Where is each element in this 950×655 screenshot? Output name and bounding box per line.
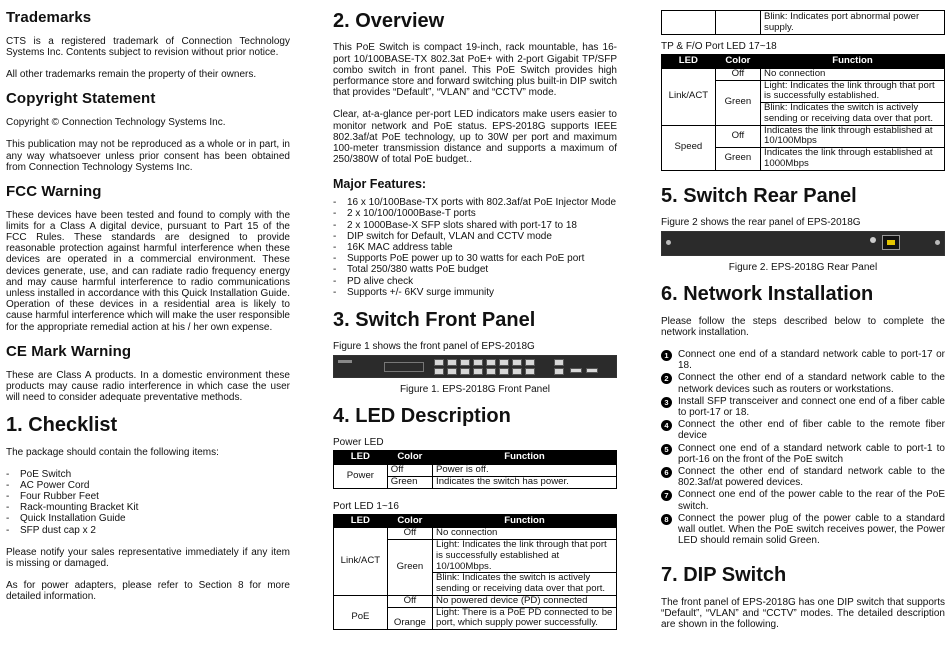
list-item [661,466,945,488]
function-cell: Power is off. [433,465,617,477]
function-cell: Blink: Indicates port abnormal power supply. [761,11,945,35]
network-installation-intro: Please follow the steps described below to complete the network installation. [661,315,945,338]
checklist-notify: Please notify your sales representative immediately if any item is missing or damaged. [6,546,290,570]
color-cell: Green [715,148,760,170]
function-cell: Light: There is a PoE PD connected to be port, which supply power successfully. [433,607,617,629]
copyright-text: Copyright © Connection Technology Systems Inc. [6,117,226,129]
list-item: - Supports +/- 6KV surge immunity [333,287,617,298]
color-cell: Green [387,476,432,488]
dip-switch-text: The front panel of EPS-2018G has one DIP switch that supports “Default”, “VLAN” and “CCTV” modes. The detailed description are shown in the following. [661,596,945,631]
color-cell: Off [387,465,432,477]
tp-fo-led-caption: TP & F/O Port LED 17~18 [661,41,777,52]
port-led-caption: Port LED 1~16 [333,500,399,512]
list-item: - 16K MAC address table [333,242,617,253]
sfp-slot-17 [570,368,582,373]
column-header-color: Color [715,55,760,69]
table-row [662,68,945,80]
poe-port [512,368,522,375]
list-item: - PoE Switch [6,469,290,480]
overview-text: This PoE Switch is compact 19-inch, rack mountable, has 16-port 10/100BASE-TX 802.3at PoE+ with 2-port Gigabit TP/SFP combo switch in front panel. This PoE Switch provides high performance store and forward switching plus built-in DIP switch that provides “Default”, “VLAN” and “CCTV” mode. [333,42,617,99]
rj45-port-18 [554,368,564,375]
copyright-text-2: This publication may not be reproduced as a whole or in part, in any way whatsoever unless prior consent has been obtained from Connection Technology Systems Inc. [6,139,290,173]
list-item: - Total 250/380 watts PoE budget [333,264,617,275]
column-header-led: LED [662,55,716,69]
checklist-heading: 1. Checklist [6,414,118,437]
column-right [661,0,945,641]
poe-port [460,359,470,366]
port-led-table-continued [661,10,945,35]
list-item: - Supports PoE power up to 30 watts for each PoE port [333,253,617,264]
list-item [661,513,945,547]
list-item [661,396,945,418]
list-item [661,349,945,371]
list-item [661,443,945,465]
front-panel-caption: Figure 1. EPS-2018G Front Panel [399,383,551,395]
function-cell: Indicates the link through established at 10/100Mbps [761,125,945,147]
ce-heading: CE Mark Warning [6,342,132,360]
poe-port [499,359,509,366]
list-item: - AC Power Cord [6,480,290,491]
color-cell: Orange [387,607,432,629]
step-text: Connect the power plug of the power cable to a standard wall outlet. When the PoE switch receives power, the Power LED should remain solid Green. [678,512,945,547]
power-led-caption: Power LED [333,437,384,449]
poe-port [473,368,483,375]
function-cell: Blink: Indicates the switch is actively sending or receiving data over that port. [761,103,945,125]
step-number-1-icon: 1 [661,350,672,361]
overview-heading: 2. Overview [333,10,445,32]
installation-steps [661,349,945,546]
list-item: - SFP dust cap x 2 [6,525,290,536]
list-item [661,372,945,394]
power-inlet-label [887,240,895,245]
fcc-heading: FCC Warning [6,182,102,200]
color-cell [715,11,760,35]
table-row [662,11,945,35]
rear-panel-heading: 5. Switch Rear Panel [661,184,857,207]
color-cell: Green [387,540,432,596]
step-text: Connect one end of a standard network cable to port-17 or 18. [678,349,945,372]
front-panel-heading: 3. Switch Front Panel [333,308,536,331]
led-name-cell: Speed [662,125,716,170]
rj45-port-17 [554,359,564,366]
overview-text-2: Clear, at-a-glance per-port LED indicators make users easier to monitor network and PoE status. EPS-2018G supports IEEE 802.3af/at PoE technology, up to 30W per port and maximum 100-meter transmission distance and supports a maximum of 250/380W of total PoE budget.. [333,109,617,166]
poe-port [512,359,522,366]
checklist-list [6,469,290,536]
poe-port [525,359,535,366]
copyright-heading: Copyright Statement [6,90,156,108]
list-item: - DIP switch for Default, VLAN and CCTV mode [333,231,617,242]
column-left [6,0,290,614]
poe-port [434,368,444,375]
list-item: - Four Rubber Feet [6,491,290,502]
column-header-color: Color [387,451,432,465]
step-number-8-icon: 8 [661,514,672,525]
trademarks-text-2: All other trademarks remain the property of their owners. [6,69,257,81]
color-cell: Off [387,595,432,607]
features-list [333,197,617,298]
front-panel-image [333,355,617,378]
column-header-color: Color [387,514,432,528]
table-row [662,125,945,147]
table-row [334,595,617,607]
rear-panel-caption: Figure 2. EPS-2018G Rear Panel [728,262,878,274]
color-cell: Green [715,80,760,125]
color-cell: Off [387,528,432,540]
poe-port [486,368,496,375]
fcc-text: These devices have been tested and found to comply with the limits for a Class A digital device, pursuant to Part 15 of the FCC Rules. These standards are designed to provide reasonable protection against harmful interference when these devices are operated in a commercial environment. These devices generate, use, and can radiate radio frequency energy and may cause harmful interference to radio communications unless installed in accordance with this Quick Installation Guide. Operation of these devices in a residential area is likely to cause harmful interference which will make the user responsible for the appropriate remedial action at his / her own expense. [6,209,290,333]
poe-port [434,359,444,366]
led-name-cell: Link/ACT [662,68,716,125]
color-cell: Off [715,68,760,80]
list-item: - Quick Installation Guide [6,513,290,524]
function-cell: Blink: Indicates the switch is actively sending or receiving data over that port. [433,573,617,595]
step-text: Connect the other end of fiber cable to the remote fiber device [678,419,945,442]
table-header-row [334,514,617,528]
column-middle [333,0,617,630]
function-cell: No connection [433,528,617,540]
ce-text: These are Class A products. In a domestic environment these products may cause radio interference in which case the user will need to consider adequate preventative methods. [6,369,290,403]
step-text: Connect the other end of standard network cable to the 802.3af/at powered devices. [678,465,945,489]
step-text: Connect one end of a standard network cable to port-1 to port-16 on the front of the PoE switch [678,442,945,465]
step-number-6-icon: 6 [661,467,672,478]
rear-panel-image [661,231,945,256]
list-item: - 2 x 1000Base-X SFP slots shared with port-17 to 18 [333,220,617,231]
poe-port [447,359,457,366]
sfp-slot-18 [586,368,598,373]
step-number-3-icon: 3 [661,397,672,408]
function-cell: Light: Indicates the link through that port is successfully established at 10/100Mbps. [433,540,617,573]
list-item [661,419,945,441]
mounting-hole-right [935,240,940,245]
table-header-row [334,451,617,465]
power-led-table [333,450,617,488]
poe-port [473,359,483,366]
function-cell: Indicates the link through established at 1000Mbps [761,148,945,170]
trademarks-heading: Trademarks [6,9,92,26]
led-indicator-panel [384,362,424,372]
step-text: Connect the other end of a standard network cable to the network devices such as routers or workstations. [678,372,945,395]
step-text: Install SFP transceiver and connect one end of a fiber cable to port-17 or 18. [678,395,945,418]
function-cell: Indicates the switch has power. [433,476,617,488]
column-header-led: LED [334,514,388,528]
front-panel-intro: Figure 1 shows the front panel of EPS-2018G [333,341,535,353]
list-item: - 16 x 10/100Base-TX ports with 802.3af/at PoE Injector Mode [333,197,617,208]
tp-fo-led-table [661,54,945,170]
function-cell: No connection [761,68,945,80]
list-item: - PD alive check [333,276,617,287]
table-row [334,528,617,540]
table-row [334,465,617,477]
column-header-function: Function [433,451,617,465]
poe-port [499,368,509,375]
list-item [661,489,945,511]
step-number-4-icon: 4 [661,420,672,431]
dip-switch-heading: 7. DIP Switch [661,564,787,587]
column-header-led: LED [334,451,388,465]
led-name-cell: Power [334,465,388,488]
led-name-cell: PoE [334,595,388,629]
function-cell: No powered device (PD) connected [433,595,617,607]
poe-port [525,368,535,375]
mounting-hole-left [666,240,671,245]
brand-logo-mark [338,360,352,363]
table-header-row [662,55,945,69]
column-header-function: Function [433,514,617,528]
column-header-function: Function [761,55,945,69]
power-inlet [882,235,900,250]
step-number-7-icon: 7 [661,490,672,501]
step-number-2-icon: 2 [661,373,672,384]
list-item: - 2 x 10/100/1000Base-T ports [333,208,617,219]
list-item: - Rack-mounting Bracket Kit [6,502,290,513]
port-led-table [333,514,617,630]
ground-screw-icon [870,237,876,243]
poe-port [447,368,457,375]
trademarks-text: CTS is a registered trademark of Connection Technology Systems Inc. Contents subject to revision without prior notice. [6,35,290,58]
rear-panel-intro: Figure 2 shows the rear panel of EPS-2018G [661,216,861,228]
checklist-adapters: As for power adapters, please refer to Section 8 for more detailed information. [6,580,290,603]
step-number-5-icon: 5 [661,444,672,455]
led-name-cell [662,11,716,35]
color-cell: Off [715,125,760,147]
features-heading: Major Features: [333,177,427,192]
checklist-intro: The package should contain the following items: [6,446,219,458]
step-text: Connect one end of the power cable to the rear of the PoE switch. [678,489,945,512]
led-name-cell: Link/ACT [334,528,388,595]
led-heading: 4. LED Description [333,404,511,427]
network-installation-heading: 6. Network Installation [661,283,874,306]
poe-port [460,368,470,375]
poe-port [486,359,496,366]
function-cell: Light: Indicates the link through that port is successfully established. [761,80,945,102]
